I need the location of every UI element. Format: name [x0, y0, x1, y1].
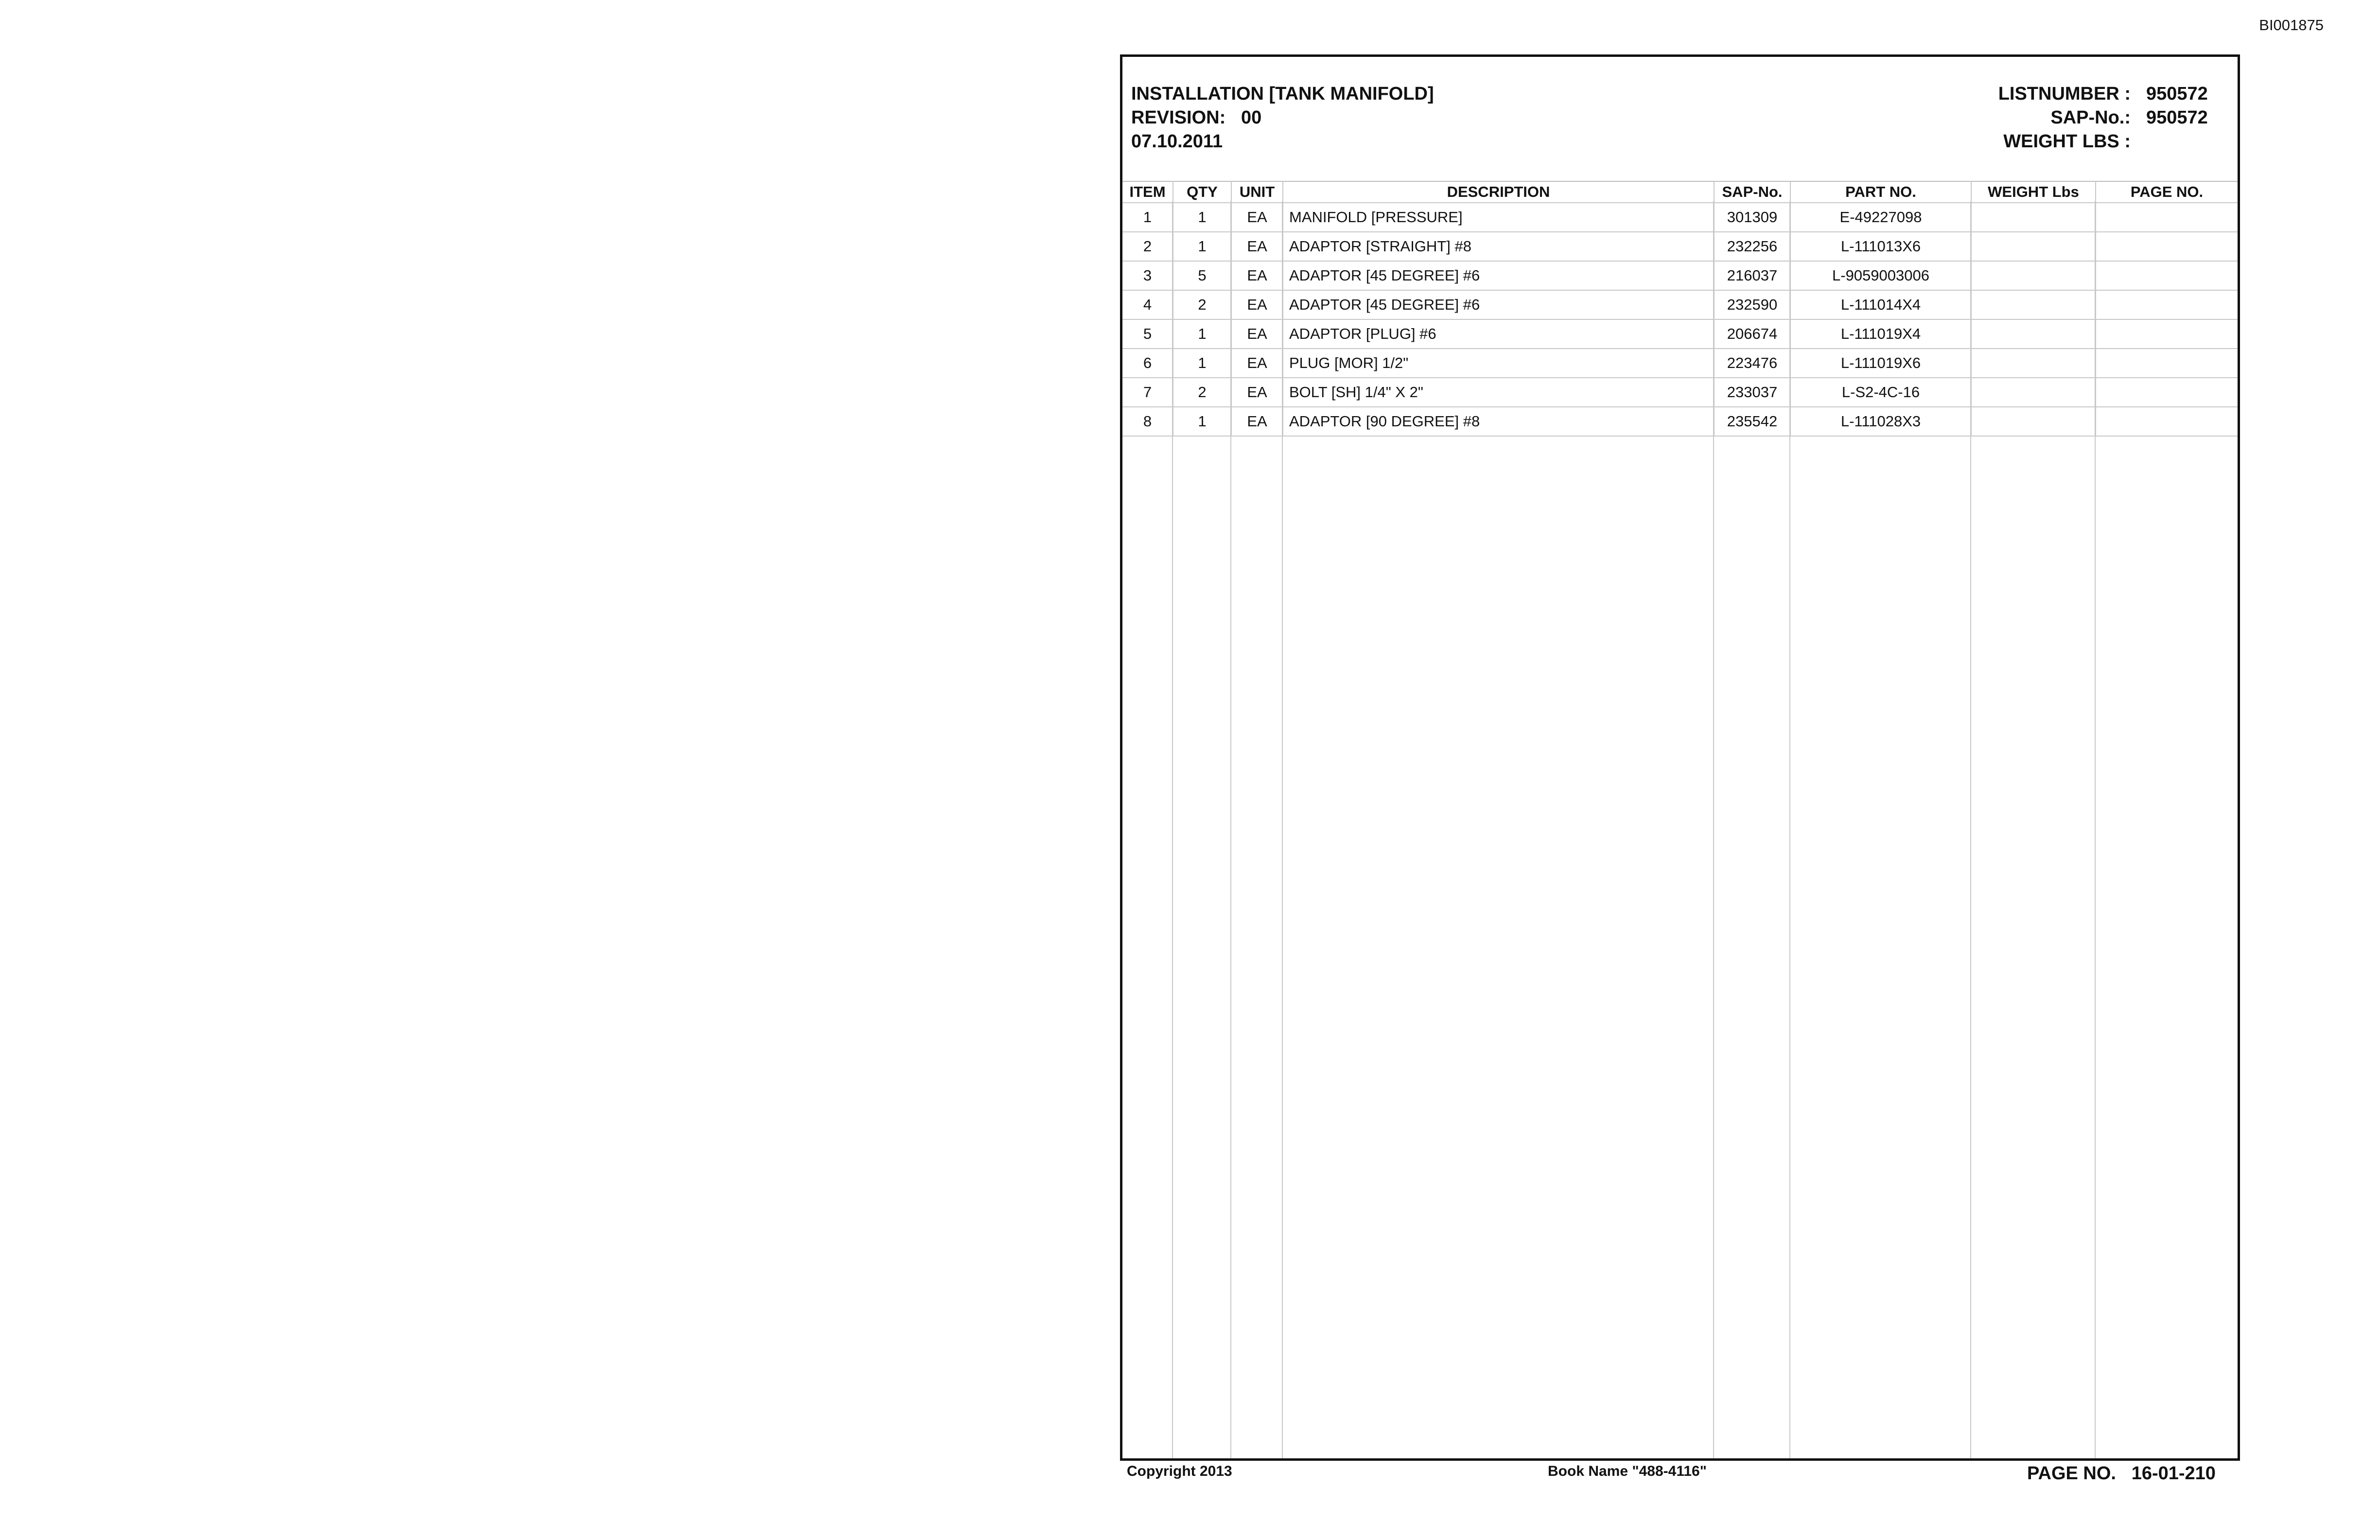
weight-value	[2131, 130, 2224, 154]
table-row	[1122, 261, 2238, 290]
table-cell: 1	[1173, 232, 1231, 261]
header-left	[1131, 82, 1434, 154]
revision-row	[1131, 106, 1434, 130]
column-header: DESCRIPTION	[1283, 181, 1714, 203]
table-cell: L-111028X3	[1790, 407, 1971, 436]
table-cell: ADAPTOR [90 DEGREE] #8	[1283, 407, 1714, 436]
weight-label: WEIGHT LBS :	[2003, 131, 2131, 152]
table-cell: 3	[1122, 261, 1173, 290]
table-cell: E-49227098	[1790, 203, 1971, 232]
listnumber-label: LISTNUMBER :	[1998, 84, 2131, 104]
table-cell: ADAPTOR [PLUG] #6	[1283, 319, 1714, 349]
book-name: Book Name "488-4116"	[1548, 1463, 1707, 1479]
table-cell: L-111014X4	[1790, 290, 1971, 319]
table-cell: L-S2-4C-16	[1790, 378, 1971, 407]
table-cell: EA	[1231, 319, 1283, 349]
table-cell: 2	[1173, 378, 1231, 407]
sap-value: 950572	[2146, 107, 2208, 128]
column-divider	[1713, 201, 1714, 1458]
table-cell: L-111013X6	[1790, 232, 1971, 261]
table-cell: 232590	[1714, 290, 1790, 319]
table-cell	[2096, 261, 2238, 290]
table-cell	[2096, 232, 2238, 261]
table-cell: 233037	[1714, 378, 1790, 407]
column-divider	[1789, 201, 1790, 1458]
parts-table-body	[1122, 203, 2238, 436]
table-cell: 6	[1122, 349, 1173, 378]
table-cell: 232256	[1714, 232, 1790, 261]
column-divider	[1172, 201, 1173, 1458]
table-cell: EA	[1231, 232, 1283, 261]
table-row	[1122, 319, 2238, 349]
table-cell	[2096, 203, 2238, 232]
table-row	[1122, 290, 2238, 319]
table-cell: 1	[1122, 203, 1173, 232]
sap-row	[1998, 106, 2224, 130]
table-cell: MANIFOLD [PRESSURE]	[1283, 203, 1714, 232]
table-row	[1122, 378, 2238, 407]
listnumber-value: 950572	[2146, 84, 2208, 104]
revision-value: 00	[1241, 107, 1262, 128]
table-cell	[2096, 349, 2238, 378]
table-cell: L-9059003006	[1790, 261, 1971, 290]
column-header: UNIT	[1231, 181, 1283, 203]
table-cell: 235542	[1714, 407, 1790, 436]
table-cell: ADAPTOR [45 DEGREE] #6	[1283, 290, 1714, 319]
column-divider	[1282, 201, 1283, 1458]
table-cell: 1	[1173, 407, 1231, 436]
page-number	[2027, 1463, 2216, 1484]
table-cell: 5	[1122, 319, 1173, 349]
table-cell: 1	[1173, 349, 1231, 378]
sap-label: SAP-No.:	[2050, 107, 2131, 128]
table-cell	[1971, 349, 2096, 378]
list-date: 07.10.2011	[1131, 131, 1223, 152]
table-cell	[1971, 378, 2096, 407]
table-cell	[2096, 407, 2238, 436]
page-number-value: 16-01-210	[2131, 1463, 2216, 1484]
table-cell: 4	[1122, 290, 1173, 319]
table-cell	[1971, 290, 2096, 319]
table-header-row	[1122, 181, 2238, 203]
table-cell	[1971, 203, 2096, 232]
header-right	[1998, 82, 2224, 154]
table-cell: 1	[1173, 319, 1231, 349]
weight-row	[1998, 130, 2224, 154]
table-cell: L-111019X6	[1790, 349, 1971, 378]
column-header: QTY	[1173, 181, 1231, 203]
table-cell	[2096, 319, 2238, 349]
column-divider	[1970, 201, 1971, 1458]
parts-list-frame	[1120, 54, 2240, 1461]
table-cell: EA	[1231, 290, 1283, 319]
table-cell: ADAPTOR [45 DEGREE] #6	[1283, 261, 1714, 290]
column-divider	[1230, 201, 1231, 1458]
table-cell: EA	[1231, 203, 1283, 232]
table-cell: 206674	[1714, 319, 1790, 349]
table-cell: 2	[1173, 290, 1231, 319]
table-cell: EA	[1231, 349, 1283, 378]
table-cell: 8	[1122, 407, 1173, 436]
parts-table	[1122, 181, 2238, 437]
column-header: SAP-No.	[1714, 181, 1790, 203]
column-divider	[2095, 201, 2096, 1458]
table-cell	[1971, 232, 2096, 261]
table-cell: 1	[1173, 203, 1231, 232]
table-row	[1122, 203, 2238, 232]
listnumber-row	[1998, 82, 2224, 106]
copyright-text: Copyright 2013	[1127, 1463, 1232, 1479]
list-title: INSTALLATION [TANK MANIFOLD]	[1131, 84, 1434, 104]
column-header: ITEM	[1122, 181, 1173, 203]
table-cell: 216037	[1714, 261, 1790, 290]
table-cell: 301309	[1714, 203, 1790, 232]
table-cell: 2	[1122, 232, 1173, 261]
column-header: WEIGHT Lbs	[1971, 181, 2096, 203]
table-cell: BOLT [SH] 1/4" X 2"	[1283, 378, 1714, 407]
table-cell	[2096, 290, 2238, 319]
table-cell	[2096, 378, 2238, 407]
column-header: PAGE NO.	[2096, 181, 2238, 203]
table-cell	[1971, 319, 2096, 349]
table-cell: EA	[1231, 261, 1283, 290]
table-row	[1122, 349, 2238, 378]
table-cell: EA	[1231, 407, 1283, 436]
table-cell: 7	[1122, 378, 1173, 407]
document-id: BI001875	[2259, 17, 2324, 34]
table-cell: L-111019X4	[1790, 319, 1971, 349]
table-cell: 223476	[1714, 349, 1790, 378]
table-cell: PLUG [MOR] 1/2"	[1283, 349, 1714, 378]
table-cell: EA	[1231, 378, 1283, 407]
table-row	[1122, 407, 2238, 436]
table-cell: 5	[1173, 261, 1231, 290]
table-cell	[1971, 407, 2096, 436]
column-header: PART NO.	[1790, 181, 1971, 203]
page-number-label: PAGE NO.	[2027, 1463, 2116, 1484]
table-cell: ADAPTOR [STRAIGHT] #8	[1283, 232, 1714, 261]
table-cell	[1971, 261, 2096, 290]
table-row	[1122, 232, 2238, 261]
revision-label: REVISION:	[1131, 107, 1226, 128]
